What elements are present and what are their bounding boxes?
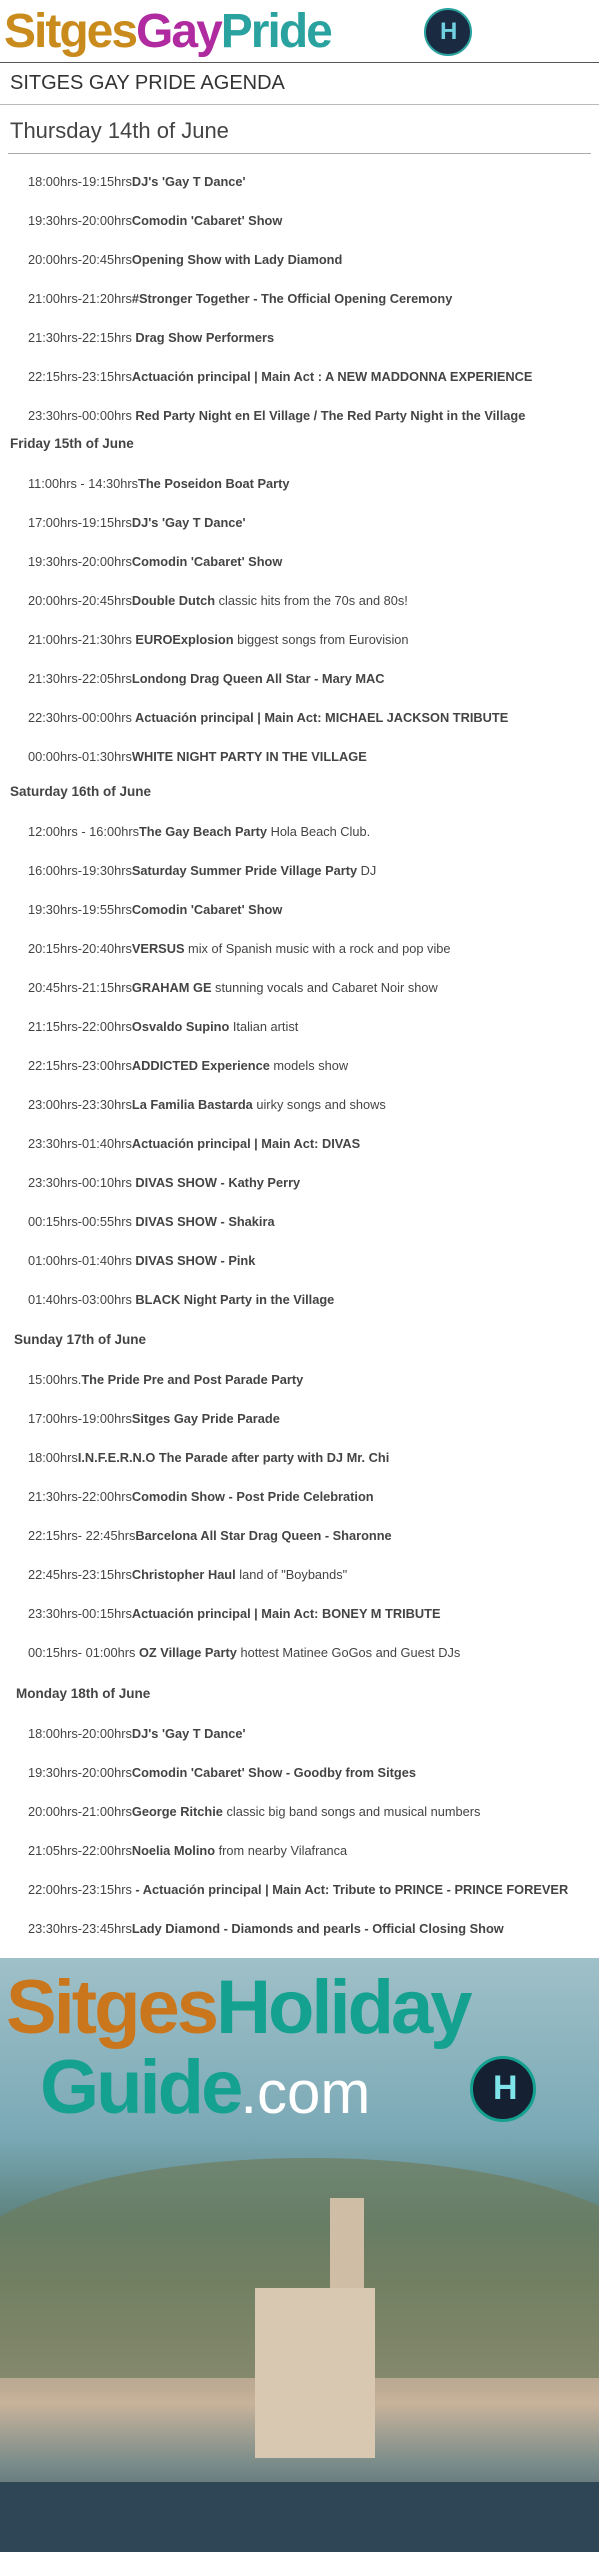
- agenda-event: [28, 1489, 374, 1504]
- event-time: 22:15hrs-23:15hrs: [28, 369, 132, 384]
- agenda-event: [28, 710, 508, 725]
- banner-logo-line2: [40, 2045, 371, 2133]
- agenda-event: [28, 476, 290, 491]
- event-description: DJ: [357, 863, 377, 878]
- event-time: 19:30hrs-20:00hrs: [28, 1765, 132, 1780]
- event-title: Londong Drag Queen All Star - Mary MAC: [131, 671, 385, 686]
- event-time: 17:00hrs-19:00hrs: [28, 1411, 132, 1426]
- event-title: Barcelona All Star Drag Queen - Sharonne: [135, 1528, 392, 1543]
- event-time: 20:45hrs-21:15hrs: [28, 980, 132, 995]
- event-title: DJ's 'Gay T Dance': [131, 174, 246, 189]
- event-time: 22:30hrs-00:00hrs: [28, 710, 132, 725]
- site-logo[interactable]: [4, 2, 331, 68]
- event-time: 12:00hrs - 16:00hrs: [28, 824, 139, 839]
- event-time: 23:30hrs-23:45hrs: [28, 1921, 132, 1936]
- banner-guide: Guide: [40, 2045, 241, 2130]
- event-time: 18:00hrs-20:00hrs: [28, 1726, 132, 1741]
- agenda-event: [28, 1019, 298, 1034]
- day-heading: Thursday 14th of June: [10, 118, 229, 143]
- agenda-event: [28, 1645, 460, 1660]
- event-title: Sitges Gay Pride Parade: [131, 1411, 280, 1426]
- agenda-event: [28, 1921, 504, 1936]
- event-description: classic hits from the 70s and 80s!: [215, 593, 408, 608]
- event-time: 18:00hrs: [28, 1450, 78, 1465]
- agenda-event: [28, 1450, 389, 1465]
- logo-part-pride: Pride: [220, 5, 331, 58]
- agenda-event: [28, 1765, 416, 1780]
- logo-part-sitges: Sitges: [4, 5, 137, 58]
- event-title: Noelia Molino: [131, 1843, 216, 1858]
- event-time: 19:30hrs-19:55hrs: [28, 902, 132, 917]
- event-title: WHITE NIGHT PARTY IN THE VILLAGE: [131, 749, 367, 764]
- agenda-event: [28, 1606, 440, 1621]
- page-title: SITGES GAY PRIDE AGENDA: [10, 72, 285, 94]
- event-time: 21:30hrs-22:15hrs: [28, 330, 132, 345]
- event-title: The Poseidon Boat Party: [138, 476, 290, 491]
- event-title: ADDICTED Experience: [131, 1058, 270, 1073]
- event-time: 16:00hrs-19:30hrs: [28, 863, 132, 878]
- event-description: models show: [269, 1058, 349, 1073]
- agenda-event: [28, 1843, 347, 1858]
- event-time: 21:30hrs-22:00hrs: [28, 1489, 132, 1504]
- banner-holiday: Holiday: [216, 1965, 470, 2050]
- event-title: DIVAS SHOW - Pink: [131, 1253, 256, 1268]
- agenda-event: [28, 1411, 280, 1426]
- event-title: The Pride Pre and Post Parade Party: [81, 1372, 304, 1387]
- event-time: 21:05hrs-22:00hrs: [28, 1843, 132, 1858]
- event-title: Actuación principal | Main Act : A NEW MADDONNA EXPERIENCE: [131, 369, 533, 384]
- tower-icon: [424, 8, 472, 56]
- banner-logo-line1: [6, 1965, 470, 2050]
- event-time: 22:15hrs- 22:45hrs: [28, 1528, 136, 1543]
- agenda-event: [28, 632, 409, 647]
- event-title: Actuación principal | Main Act: DIVAS: [131, 1136, 361, 1151]
- agenda-event: [28, 1214, 275, 1229]
- agenda-event: [28, 1804, 480, 1819]
- event-title: DIVAS SHOW - Shakira: [131, 1214, 275, 1229]
- event-time: 21:15hrs-22:00hrs: [28, 1019, 132, 1034]
- event-title: Comodin 'Cabaret' Show - Goodby from Sitges: [131, 1765, 416, 1780]
- event-time: 23:30hrs-00:10hrs: [28, 1175, 132, 1190]
- agenda-event: [28, 408, 525, 423]
- event-title: Drag Show Performers: [131, 330, 275, 345]
- event-time: 15:00hrs.: [28, 1372, 82, 1387]
- event-time: 00:15hrs- 01:00hrs: [28, 1645, 136, 1660]
- agenda-event: [28, 1058, 348, 1073]
- event-title: VERSUS: [131, 941, 185, 956]
- event-description: mix of Spanish music with a rock and pop vibe: [184, 941, 451, 956]
- event-description: hottest Matinee GoGos and Guest DJs: [236, 1645, 461, 1660]
- header-divider: [0, 62, 599, 63]
- event-title: DJ's 'Gay T Dance': [131, 1726, 246, 1741]
- agenda-event: [28, 213, 282, 228]
- event-title: OZ Village Party: [135, 1645, 237, 1660]
- agenda-event: [28, 1726, 246, 1741]
- agenda-event: [28, 1882, 568, 1897]
- event-description: classic big band songs and musical numbers: [222, 1804, 481, 1819]
- event-title: DJ's 'Gay T Dance': [131, 515, 246, 530]
- event-title: Actuación principal | Main Act: MICHAEL JACKSON TRIBUTE: [131, 710, 509, 725]
- event-title: Comodin 'Cabaret' Show: [131, 902, 283, 917]
- event-time: 19:30hrs-20:00hrs: [28, 213, 132, 228]
- event-title: Comodin 'Cabaret' Show: [131, 554, 283, 569]
- agenda-event: [28, 671, 385, 686]
- event-title: La Familia Bastarda: [131, 1097, 253, 1112]
- event-title: Christopher Haul: [131, 1567, 236, 1582]
- event-time: 21:30hrs-22:05hrs: [28, 671, 132, 686]
- agenda-event: [28, 291, 452, 306]
- event-time: 01:00hrs-01:40hrs: [28, 1253, 132, 1268]
- event-time: 22:00hrs-23:15hrs: [28, 1882, 132, 1897]
- church-building: [255, 2288, 375, 2458]
- banner-sitges: Sitges: [6, 1965, 217, 2050]
- agenda-event: [28, 941, 451, 956]
- holiday-guide-banner[interactable]: [0, 1958, 599, 2552]
- event-time: 23:30hrs-00:00hrs: [28, 408, 132, 423]
- event-title: Red Party Night en El Village / The Red Party Night in the Village: [131, 408, 526, 423]
- agenda-event: [28, 902, 282, 917]
- event-description: Italian artist: [229, 1019, 299, 1034]
- logo-part-gay: Gay: [136, 5, 221, 58]
- agenda-event: [28, 1372, 303, 1387]
- event-title: Comodin Show - Post Pride Celebration: [131, 1489, 374, 1504]
- event-time: 22:45hrs-23:15hrs: [28, 1567, 132, 1582]
- event-title: DIVAS SHOW - Kathy Perry: [131, 1175, 301, 1190]
- event-time: 23:30hrs-00:15hrs: [28, 1606, 132, 1621]
- event-title: - Actuación principal | Main Act: Tribute to PRINCE - PRINCE FOREVER: [131, 1882, 569, 1897]
- day-heading: Saturday 16th of June: [10, 784, 152, 799]
- event-title: Osvaldo Supino: [131, 1019, 230, 1034]
- agenda-event: [28, 824, 370, 839]
- event-title: EUROExplosion: [135, 632, 234, 647]
- agenda-event: [28, 1528, 392, 1543]
- agenda-event: [28, 515, 246, 530]
- agenda-event: [28, 749, 367, 764]
- event-title: Opening Show with Lady Diamond: [131, 252, 343, 267]
- event-title: The Gay Beach Party: [138, 824, 268, 839]
- event-description: Hola Beach Club.: [267, 824, 371, 839]
- site-header: [0, 0, 599, 64]
- agenda-event: [28, 1253, 255, 1268]
- event-description: biggest songs from Eurovision: [233, 632, 409, 647]
- agenda-event: [28, 330, 274, 345]
- event-time: 00:00hrs-01:30hrs: [28, 749, 132, 764]
- agenda-event: [28, 1567, 347, 1582]
- banner-com: .com: [240, 2059, 371, 2126]
- agenda-event: [28, 554, 282, 569]
- agenda-event: [28, 1292, 334, 1307]
- agenda-event: [28, 1175, 300, 1190]
- title-divider: [0, 104, 599, 105]
- event-title: Actuación principal | Main Act: BONEY M TRIBUTE: [131, 1606, 441, 1621]
- event-time: 17:00hrs-19:15hrs: [28, 515, 132, 530]
- event-time: 20:00hrs-21:00hrs: [28, 1804, 132, 1819]
- event-time: 11:00hrs - 14:30hrs: [28, 476, 139, 491]
- agenda-event: [28, 174, 246, 189]
- agenda-event: [28, 593, 408, 608]
- event-time: 20:15hrs-20:40hrs: [28, 941, 132, 956]
- event-time: 19:30hrs-20:00hrs: [28, 554, 132, 569]
- day-divider: [8, 153, 591, 154]
- event-description: from nearby Vilafranca: [215, 1843, 348, 1858]
- event-time: 01:40hrs-03:00hrs: [28, 1292, 132, 1307]
- event-title: #Stronger Together - The Official Opening Ceremony: [131, 291, 453, 306]
- agenda-event: [28, 369, 532, 384]
- agenda-event: [28, 1097, 386, 1112]
- event-title: Comodin 'Cabaret' Show: [131, 213, 283, 228]
- event-time: 21:00hrs-21:20hrs: [28, 291, 132, 306]
- event-time: 20:00hrs-20:45hrs: [28, 593, 132, 608]
- agenda-event: [28, 252, 342, 267]
- event-time: 18:00hrs-19:15hrs: [28, 174, 132, 189]
- event-title: Lady Diamond - Diamonds and pearls - Official Closing Show: [131, 1921, 504, 1936]
- sea: [0, 2482, 599, 2552]
- day-heading: Friday 15th of June: [10, 436, 134, 451]
- event-title: George Ritchie: [131, 1804, 223, 1819]
- event-time: 21:00hrs-21:30hrs: [28, 632, 136, 647]
- event-title: GRAHAM GE: [131, 980, 212, 995]
- event-time: 23:30hrs-01:40hrs: [28, 1136, 132, 1151]
- tower-icon: [470, 2056, 536, 2122]
- event-description: land of "Boybands": [235, 1567, 348, 1582]
- event-description: uirky songs and shows: [252, 1097, 386, 1112]
- event-time: 22:15hrs-23:00hrs: [28, 1058, 132, 1073]
- event-time: 00:15hrs-00:55hrs: [28, 1214, 132, 1229]
- event-time: 20:00hrs-20:45hrs: [28, 252, 132, 267]
- event-title: I.N.F.E.R.N.O The Parade after party with DJ Mr. Chi: [77, 1450, 390, 1465]
- event-description: stunning vocals and Cabaret Noir show: [211, 980, 438, 995]
- event-time: 23:00hrs-23:30hrs: [28, 1097, 132, 1112]
- agenda-event: [28, 1136, 360, 1151]
- agenda-event: [28, 863, 376, 878]
- agenda-event: [28, 980, 438, 995]
- day-heading: Monday 18th of June: [16, 1686, 151, 1701]
- day-heading: Sunday 17th of June: [14, 1332, 147, 1347]
- event-title: Double Dutch: [131, 593, 216, 608]
- event-title: Saturday Summer Pride Village Party: [131, 863, 358, 878]
- event-title: BLACK Night Party in the Village: [131, 1292, 335, 1307]
